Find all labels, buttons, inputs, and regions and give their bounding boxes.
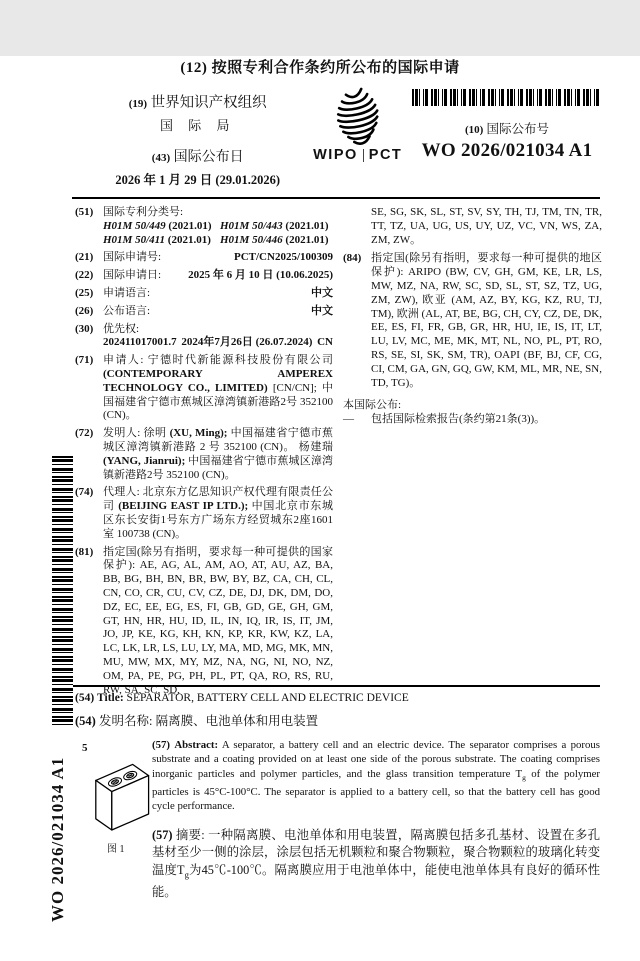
invention-title-cn: 隔离膜、电池单体和用电装置	[155, 714, 319, 728]
code-84: (84)	[343, 252, 362, 265]
code-21: (21)	[75, 251, 94, 264]
applicant-address: [CN/CN]; 中国福建省宁德市蕉城区漳湾镇新港路2号 352100 (CN)。	[103, 381, 334, 422]
org-bureau: 国 际 局	[159, 118, 236, 133]
ipc-entry	[75, 206, 333, 247]
wipo-wordmark: WIPO	[313, 147, 358, 163]
biblio-left-column	[75, 206, 334, 696]
org-name: 世界知识产权组织	[150, 95, 267, 111]
abstract-en-text: A separator, a battery cell and an electric device. The separator comprises a porous substrate and a coating provided on at least one side of the porous substrate. The coating comprises inorganic particles and polymer particles, and the glass transition temperature T	[152, 739, 600, 780]
tg-subscript: g	[184, 869, 189, 880]
inventors-label: 发明人:	[103, 427, 141, 440]
wipo-pct-wordmark	[303, 147, 412, 163]
inventor-2-address: 中国福建省宁德市蕉城区漳湾镇新港路2号 352100 (CN)。	[103, 454, 334, 481]
code-22: (22)	[75, 269, 94, 282]
code-43: (43)	[151, 152, 171, 164]
applicant-name-en: (CONTEMPORARY AMPEREX TECHNOLOGY CO., LIMITED)	[103, 367, 333, 394]
code-19: (19)	[128, 98, 148, 110]
abstract-en-text: of the polymer particles is 45°C-100°C. The separator is applied to a battery cell, so that the battery cell has good cycle performance.	[152, 767, 600, 813]
filing-date-label: 国际申请日:	[103, 269, 162, 282]
pub-no-label-line	[412, 119, 602, 137]
code-26: (26)	[75, 304, 94, 317]
pct-wordmark: PCT	[368, 147, 403, 163]
designated-states-intro: 指定国(除另有指明，要求每一种可提供的国家保护):	[103, 545, 333, 572]
priority-label: 优先权:	[103, 322, 140, 335]
inventors-entry	[75, 427, 333, 482]
applicant-name-cn: 宁德时代新能源科技股份有限公司	[147, 354, 334, 367]
header-divider	[72, 197, 600, 199]
figure-column	[45, 738, 152, 922]
code-30: (30)	[75, 322, 94, 335]
filing-language-entry	[75, 287, 333, 301]
tg-subscript: g	[522, 772, 526, 782]
logo-divider	[363, 149, 364, 162]
header	[92, 87, 602, 188]
inventor-2-name: 杨建瑞	[298, 440, 334, 453]
application-number-value: PCT/CN2025/100309	[234, 251, 333, 264]
code-81: (81)	[75, 545, 94, 558]
filing-language-value: 中文	[311, 286, 333, 299]
applicant-entry	[75, 354, 333, 423]
priority-country: CN	[317, 336, 333, 349]
publication-number: WO 2026/021034 A1	[421, 140, 593, 161]
inventor-1-name-en: (XU, Ming);	[169, 427, 228, 440]
inventor-1-name: 徐明	[143, 427, 167, 440]
priority-data-row	[103, 336, 333, 350]
ipc-version: (2021.01)	[285, 219, 329, 232]
ipc-label: 国际专利分类号:	[103, 206, 184, 218]
intl-publication-item	[343, 413, 602, 427]
patent-front-page	[0, 56, 640, 961]
pub-date-value: 2026 年 1 月 29 日 (29.01.2026)	[115, 173, 280, 187]
barcode-1d-icon	[412, 89, 602, 106]
applicant-label: 申请人:	[103, 354, 144, 367]
org-name-line	[92, 91, 303, 112]
application-number-entry	[75, 251, 333, 265]
intl-publication-text: 包括国际检索报告(条约第21条(3))。	[371, 413, 546, 426]
ipc-item	[220, 220, 333, 234]
code-57: (57)	[152, 739, 170, 751]
code-57: (57)	[152, 827, 173, 842]
inventor-2-name-en: (YANG, Jianrui);	[103, 454, 186, 467]
ipc-class: H01M 50/446	[220, 233, 283, 246]
agent-address: 中国北京市东城区东长安街1号东方广场东方经贸城东2座1601室 100738 (CN)。	[103, 500, 334, 540]
designated-states-list: AE, AG, AL, AM, AO, AT, AU, AZ, BA, BB, BG, BH, BN, BR, BW, BY, BZ, CA, CH, CL, CN, CO, CR, CU, CV, CZ, DE, DJ, DK, DM, DO, DZ, EC, EE, EG, ES, FI, GB, GD, GE, GH, GM, GT, HN, HR, HU, ID, IL, IN, IQ, IR, IS, IT, JM, JO, JP, KE, KG, KH, KN, KP, KR, KW, KZ, LA, LC, LK, LR, LS, LU, LY, MA, MD, MG, MK, MN, MU, MW, MX, MY, MZ, NA, NG, NI, NO, NZ, OM, PA, PE, PG, PH, PL, PT, QA, RO, RS, RU, RW, SA, SC, SD,	[103, 559, 333, 696]
ipc-class: H01M 50/449	[103, 219, 166, 232]
code-72: (72)	[75, 427, 94, 440]
designated-states-continued: SE, SG, SK, SL, ST, SV, SY, TH, TJ, TM, TN, TR, TT, TZ, UA, UG, US, UY, UZ, VC, VN, WS, ZA, ZM, ZW。	[371, 206, 602, 246]
abstract-en-label: Abstract:	[174, 739, 219, 751]
ipc-item	[220, 234, 333, 248]
agent-name-en: (BEIJING EAST IP LTD.);	[118, 500, 249, 513]
filing-date-entry	[75, 269, 333, 283]
header-left-block	[92, 87, 303, 188]
bibliographic-data	[75, 206, 602, 696]
figure-reference-numeral: 5	[82, 742, 88, 754]
ipc-class: H01M 50/411	[103, 233, 166, 246]
invention-title-en: SEPARATOR, BATTERY CELL AND ELECTRIC DEVICE	[126, 692, 409, 704]
ipc-list	[103, 220, 333, 248]
ipc-version: (2021.01)	[168, 219, 212, 232]
ipc-version: (2021.01)	[285, 233, 329, 246]
abstract-cn-text: 为45℃-100℃。隔离膜应用于电池单体中，能使电池单体具有良好的循环性能。	[152, 862, 601, 899]
title-cn-label: 发明名称:	[98, 714, 153, 728]
list-dash: —	[343, 413, 354, 426]
ipc-class: H01M 50/443	[220, 219, 283, 232]
filing-language-label: 申请语言:	[103, 286, 151, 299]
abstract-cn-text: 一种隔离膜、电池单体和用电装置，隔离膜包括多孔基材、设置在多孔基材至少一侧的涂层，涂层包括无机颗粒和聚合物颗粒，聚合物颗粒的玻璃化转变温度T	[152, 827, 600, 877]
title-cn-line	[75, 711, 600, 729]
abstract-cn-label: 摘要:	[175, 827, 205, 842]
filing-date-value: 2025 年 6 月 10 日 (10.06.2025)	[188, 269, 333, 282]
abstract-section	[45, 738, 601, 922]
wipo-logo-block	[303, 87, 412, 163]
battery-cell-figure	[91, 750, 171, 846]
agent-label: 代理人:	[103, 486, 140, 499]
priority-entry	[75, 323, 333, 351]
abstract-cn	[152, 827, 600, 901]
header-right-block	[412, 87, 602, 162]
pub-date-label: 国际公布日	[173, 150, 244, 165]
pub-no-label: 国际公布号	[486, 122, 549, 136]
code-54: (54)	[75, 692, 95, 704]
code-54: (54)	[75, 714, 96, 728]
priority-number: 202411017001.7	[103, 336, 177, 349]
publication-language-label: 公布语言:	[103, 304, 151, 317]
figure-caption: 图 1	[107, 844, 125, 855]
biblio-right-column	[343, 206, 602, 682]
code-71: (71)	[75, 354, 94, 367]
priority-date: 2024年7月26日 (26.07.2024)	[181, 336, 313, 349]
designated-regional-entry	[343, 252, 602, 390]
ipc-item	[103, 220, 216, 234]
intl-publication-label: 本国际公布:	[343, 399, 402, 412]
wipo-globe-logo-icon	[326, 89, 390, 147]
inventor-1-address: 中国福建省宁德市蕉城区漳湾镇新港路 2 号 352100 (CN)。	[103, 427, 334, 453]
title-en-label: Title:	[97, 692, 124, 704]
code-74: (74)	[75, 486, 94, 499]
designated-states-entry	[75, 546, 333, 698]
agent-name-cn: 北京东方亿思知识产权代理有限责任公司	[103, 486, 334, 513]
pub-date-label-line	[92, 146, 303, 166]
abstract-en	[152, 738, 600, 814]
publication-language-value: 中文	[311, 304, 333, 317]
agent-entry	[75, 486, 333, 541]
code-25: (25)	[75, 286, 94, 299]
ipc-item	[103, 234, 216, 248]
barcode-1d-vertical-icon	[52, 456, 73, 728]
application-number-label: 国际申请号:	[103, 251, 162, 264]
title-section	[75, 692, 600, 729]
sidebar-publication-number: WO 2026/021034 A1	[48, 756, 67, 922]
designated-regional-intro: 指定国(除另有指明，要求每一种可提供的地区保护):	[371, 252, 602, 279]
abstract-column	[152, 738, 600, 901]
publication-language-entry	[75, 305, 333, 319]
code-10: (10)	[465, 124, 484, 136]
code-51: (51)	[75, 206, 94, 218]
publication-type-line: (12) 按照专利合作条约所公布的国际申请	[180, 60, 460, 76]
designated-regional-list: ARIPO (BW, CV, GH, GM, KE, LR, LS, MW, MZ, NA, RW, SC, SD, SL, ST, SZ, TZ, UG, ZM, ZW), 欧亚 (AM, AZ, BY, KG, KZ, RU, TJ, TM), 欧洲 (AL, AT, BE, BG, CH, CY, CZ, DE, DK, EE, ES, FI, FR, GB, GR, HR, HU, IE, IS, IT, LT, LU, LV, MC, ME, MK, MT, NL, NO, PL, PT, RO, RS, SE, SI, SK, SM, TR), OAPI (BF, BJ, CF, CG, CI, CM, GA, GN, GQ, GW, KM, ML, MR, NE, SN, TD, TG)。	[371, 266, 602, 389]
ipc-version: (2021.01)	[167, 233, 211, 246]
